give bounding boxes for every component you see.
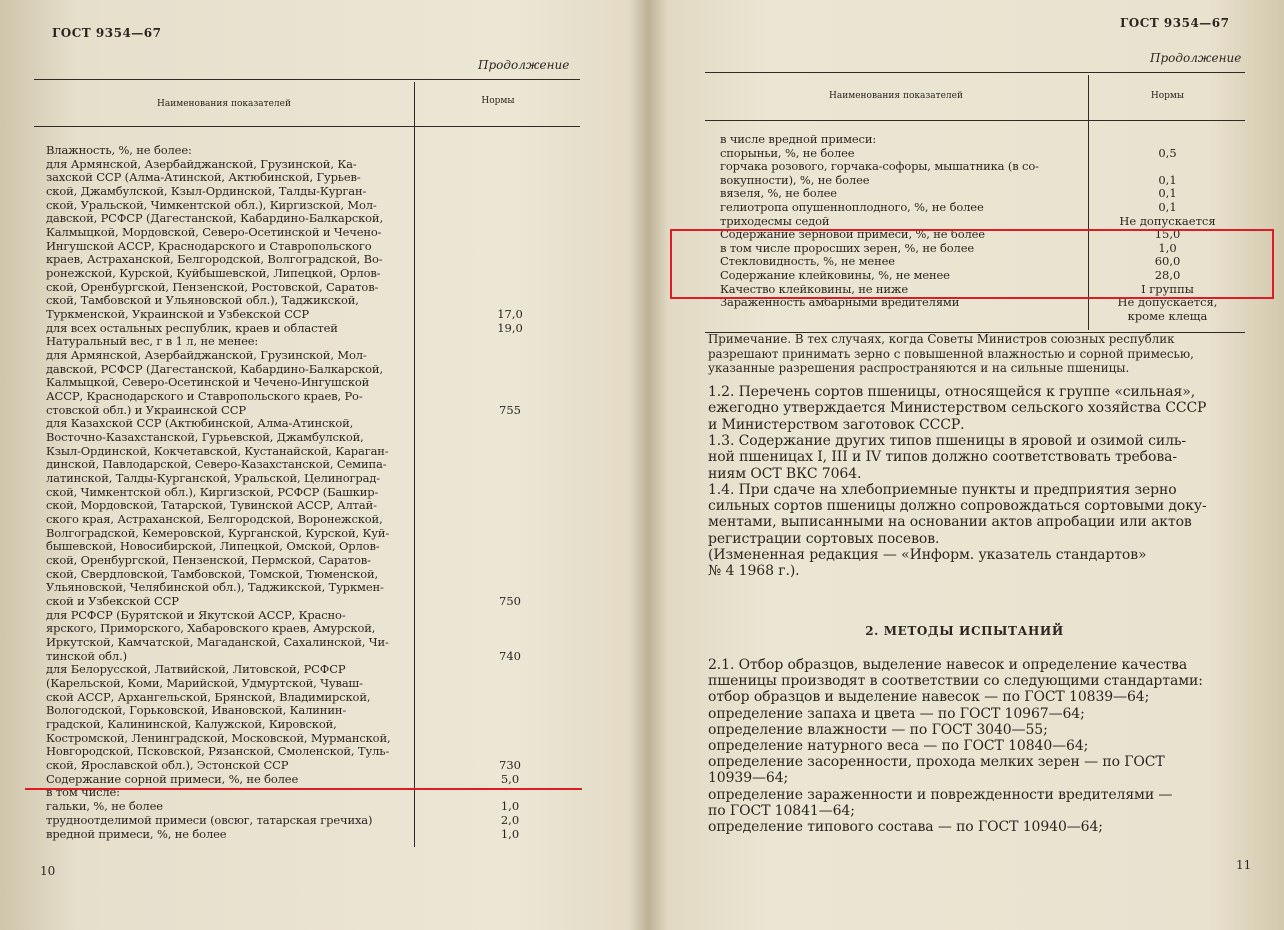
paragraph-line: 10939—64; xyxy=(708,770,789,787)
right-table-top-rule xyxy=(705,72,1245,73)
paragraph-line: (Измененная редакция — «Информ. указатель стандартов» xyxy=(708,547,1147,563)
table-row-text: в числе вредной примеси: xyxy=(720,132,877,146)
table-row-text: тинской обл.) xyxy=(46,648,127,663)
norm-value: I группы xyxy=(1141,281,1194,296)
table-row-text: трудноотделимой примеси (овсюг, татарская гречиха) xyxy=(46,812,373,827)
table-row-text: вокупности), %, не более xyxy=(720,172,870,187)
table-row-text: ской, Тамбовской и Ульяновской обл.), Таджикской, xyxy=(46,293,359,308)
paragraph-line: пшеницы производят в соответствии со следующими стандартами: xyxy=(708,673,1203,690)
norm-value: 740 xyxy=(499,648,521,663)
note-line: указанные разрешения распространяются и на сильные пшеницы. xyxy=(708,361,1130,376)
table-row-text: Иркутской, Камчатской, Магаданской, Сахалинской, Чи- xyxy=(46,635,389,650)
table-row-text: гелиотропа опушенноплодного, %, не более xyxy=(720,200,984,214)
table-row-text: АССР, Краснодарского и Ставропольского краев, Ро- xyxy=(46,389,363,404)
table-row-text: краев, Астраханской, Белгородской, Волгоградской, Во- xyxy=(46,252,383,267)
table-row-text: горчака розового, горчака-софоры, мышатника (в со- xyxy=(720,159,1039,174)
table-row-text: ской, Оренбургской, Пензенской, Пермской, Саратов- xyxy=(46,553,371,568)
norm-value: Не допускается, xyxy=(1117,295,1218,310)
table-row-text: ской, Мордовской, Татарской, Тувинской АССР, Алтай- xyxy=(46,498,377,513)
table-row-text: для Казахской ССР (Актюбинской, Алма-Атинской, xyxy=(46,416,354,431)
table-row-text: для Белорусской, Латвийской, Литовской, РСФСР xyxy=(46,662,346,677)
table-row-text: стовской обл.) и Украинской ССР xyxy=(46,402,246,417)
red-underline-annotation xyxy=(25,788,582,790)
norm-value: 2,0 xyxy=(500,812,520,827)
table-row-text: для Армянской, Азербайджанской, Грузинской, Ка- xyxy=(46,156,357,171)
table-row-text: Зараженность амбарными вредителями xyxy=(720,295,960,310)
table-row-text: Новгородской, Псковской, Рязанской, Смоленской, Туль- xyxy=(46,744,390,759)
paragraph-line: и Министерством заготовок СССР. xyxy=(708,416,965,433)
paragraph-line: определение засоренности, прохода мелких зерен — по ГОСТ xyxy=(708,754,1165,771)
table-row-text: Калмыцкой, Мордовской, Северо-Осетинской и Чечено- xyxy=(46,225,382,240)
right-page xyxy=(645,0,1284,930)
section-title: 2. МЕТОДЫ ИСПЫТАНИЙ xyxy=(865,624,1064,638)
table-row-text: ской, Свердловской, Тамбовской, Томской, Тюменской, xyxy=(46,566,378,581)
table-row-text: для Армянской, Азербайджанской, Грузинской, Мол- xyxy=(46,348,367,363)
paragraph-line: № 4 1968 г.). xyxy=(708,563,800,580)
norm-value: 1,0 xyxy=(1158,240,1177,255)
paragraph-line: по ГОСТ 10841—64; xyxy=(708,802,855,819)
table-row-text: ской АССР, Архангельской, Брянской, Владимирской, xyxy=(46,689,371,704)
table-row-text: захской ССР (Алма-Атинской, Актюбинской, Гурьев- xyxy=(46,170,361,185)
table-row-text: латинской, Талды-Курганской, Уральской, Целиноград- xyxy=(46,471,381,486)
norm-value: 15,0 xyxy=(1154,227,1181,242)
norm-value: 755 xyxy=(499,402,521,417)
right-table-header-rule xyxy=(705,120,1245,121)
table-row-text: ской, Уральской, Чимкентской обл.), Киргизской, Мол- xyxy=(46,197,377,212)
note-line: разрешают принимать зерно с повышенной влажностью и сорной примесью, xyxy=(708,346,1194,361)
table-row-text: Калмыцкой, Северо-Осетинской и Чечено-Ингушской xyxy=(46,375,370,390)
table-row-text: динской, Павлодарской, Северо-Казахстанской, Семипа- xyxy=(46,457,387,472)
paragraph-line: определение типового состава — по ГОСТ 10940—64; xyxy=(708,819,1103,835)
paragraph-line: 1.4. При сдаче на хлебоприемные пункты и предприятия зерно xyxy=(708,481,1177,498)
table-row-text: Ингушской АССР, Краснодарского и Ставропольского xyxy=(46,238,372,253)
norm-value: 730 xyxy=(499,758,521,773)
table-row-text: Стекловидность, %, не менее xyxy=(720,254,895,269)
norm-value: 0,1 xyxy=(1158,200,1177,214)
norm-value: 17,0 xyxy=(497,307,523,322)
table-row-text: Вологодской, Горьковской, Ивановской, Калинин- xyxy=(46,703,347,718)
paragraph-line: определение натурного веса — по ГОСТ 10840—64; xyxy=(708,738,1089,754)
table-row-text: Качество клейковины, не ниже xyxy=(720,281,909,296)
table-row-text: вязеля, %, не более xyxy=(720,186,837,201)
table-row-text: в том числе проросших зерен, %, не более xyxy=(720,240,975,255)
note-line: Примечание. В тех случаях, когда Советы Министров союзных республик xyxy=(708,332,1175,346)
table-row-text: ярского, Приморского, Хабаровского краев, Амурской, xyxy=(46,621,376,636)
right-continuation-label: Продолжение xyxy=(1150,51,1242,65)
paragraph-line: 2.1. Отбор образцов, выделение навесок и определение качества xyxy=(708,657,1188,673)
norm-value: 60,0 xyxy=(1154,254,1181,269)
red-box-annotation xyxy=(670,229,1274,299)
table-row-text: бышевской, Новосибирской, Липецкой, Омской, Орлов- xyxy=(46,539,380,554)
table-row-text: Натуральный вес, г в 1 л, не менее: xyxy=(46,334,259,349)
table-row-text: ской, Чимкентской обл.), Киргизской, РСФСР (Башкир- xyxy=(46,484,379,499)
table-row-text: Влажность, %, не более: xyxy=(46,143,192,157)
table-row-text: градской, Калининской, Калужской, Кировской, xyxy=(46,717,337,732)
right-page-number: 11 xyxy=(1236,858,1252,872)
paragraph-line: определение зараженности и поврежденности вредителями — xyxy=(708,786,1173,803)
table-row-text: Кзыл-Ординской, Кокчетавской, Кустанайской, Караган- xyxy=(46,443,389,458)
table-row-text: ской, Джамбулской, Кзыл-Ординской, Талды-Курган- xyxy=(46,184,367,198)
left-col-header-name: Наименования показателей xyxy=(157,99,291,109)
left-page xyxy=(0,0,640,930)
table-row-text: Содержание зерновой примеси, %, не более xyxy=(720,227,985,242)
norm-value: Не допускается xyxy=(1119,213,1216,228)
table-row-text: Волгоградской, Кемеровской, Курганской, Курской, Куй- xyxy=(46,525,390,540)
right-col-header-norm: Нормы xyxy=(1150,91,1185,101)
paragraph-line: ежегодно утверждается Министерством сельского хозяйства СССР xyxy=(708,400,1207,417)
norm-value: 750 xyxy=(499,594,521,609)
paragraph-line: ной пшеницах I, III и IV типов должно соответствовать требова- xyxy=(708,449,1177,466)
paragraph-line: 1.2. Перечень сортов пшеницы, относящейся к группе «сильная», xyxy=(708,384,1196,400)
norm-value: 0,1 xyxy=(1158,186,1177,201)
table-row-text: давской, РСФСР (Дагестанской, Кабардино-Балкарской, xyxy=(46,361,383,376)
table-row-text: Содержание клейковины, %, не менее xyxy=(720,268,950,282)
norm-value: 28,0 xyxy=(1154,268,1181,282)
table-row-text: Ульяновской, Челябинской обл.), Таджикской, Туркмен- xyxy=(46,580,384,595)
table-row-text: триходесмы седой xyxy=(720,213,830,228)
left-page-header: ГОСТ 9354—67 xyxy=(52,26,162,40)
table-row-text: Восточно-Казахстанской, Гурьевской, Джамбулской, xyxy=(46,430,364,445)
table-row-text: для всех остальных республик, краев и областей xyxy=(46,320,338,335)
norm-value: 19,0 xyxy=(497,320,523,335)
paragraph-line: определение запаха и цвета — по ГОСТ 10967—64; xyxy=(708,705,1085,722)
left-table-column-divider xyxy=(414,82,415,847)
paragraph-line: ниям ОСТ ВКС 7064. xyxy=(708,465,862,482)
table-row-text: Содержание сорной примеси, %, не более xyxy=(46,771,299,786)
left-col-header-norm: Нормы xyxy=(481,96,515,106)
norm-value: 5,0 xyxy=(500,771,520,786)
paragraph-line: определение влажности — по ГОСТ 3040—55; xyxy=(708,721,1048,738)
table-row-text: в том числе: xyxy=(46,785,120,800)
paragraph-line: сильных сортов пшеницы должно сопровождаться сортовыми доку- xyxy=(708,498,1207,515)
left-table-header-rule xyxy=(34,126,580,127)
table-row-text: (Карельской, Коми, Марийской, Удмуртской, Чуваш- xyxy=(46,676,363,691)
left-continuation-label: Продолжение xyxy=(478,58,570,72)
paragraph-line: регистрации сортовых посевов. xyxy=(708,530,940,547)
table-row-text: Туркменской, Украинской и Узбекской ССР xyxy=(46,307,310,322)
right-page-header: ГОСТ 9354—67 xyxy=(1120,16,1230,30)
table-row-text: спорыньи, %, не более xyxy=(720,145,855,160)
table-row-text: гальки, %, не более xyxy=(46,799,163,814)
norm-value: 0,5 xyxy=(1158,145,1177,160)
norm-value: кроме клеща xyxy=(1127,308,1208,323)
table-row-text: давской, РСФСР (Дагестанской, Кабардино-Балкарской, xyxy=(46,211,383,226)
table-row-text: для РСФСР (Бурятской и Якутской АССР, Красно- xyxy=(46,607,346,622)
table-row-text: ского края, Астраханской, Белгородской, Воронежской, xyxy=(46,512,383,527)
table-row-text: Костромской, Ленинградской, Московской, Мурманской, xyxy=(46,730,391,745)
table-row-text: ронежской, Курской, Куйбышевской, Липецкой, Орлов- xyxy=(46,266,381,281)
norm-value: 1,0 xyxy=(500,826,520,841)
paragraph-line: 1.3. Содержание других типов пшеницы в яровой и озимой силь- xyxy=(708,432,1187,449)
left-table-top-rule xyxy=(34,79,580,80)
table-row-text: ской, Ярославской обл.), Эстонской ССР xyxy=(46,758,289,773)
paragraph-line: отбор образцов и выделение навесок — по ГОСТ 10839—64; xyxy=(708,689,1150,706)
table-row-text: вредной примеси, %, не более xyxy=(46,826,227,841)
table-row-text: ской и Узбекской ССР xyxy=(46,594,179,609)
paragraph-line: ментами, выписанными на основании актов апробации или актов xyxy=(708,514,1192,531)
norm-value: 0,1 xyxy=(1158,172,1177,187)
norm-value: 1,0 xyxy=(500,799,520,814)
table-row-text: ской, Оренбургской, Пензенской, Ростовской, Саратов- xyxy=(46,279,379,294)
right-col-header-name: Наименования показателей xyxy=(829,91,963,101)
left-page-number: 10 xyxy=(40,864,56,878)
